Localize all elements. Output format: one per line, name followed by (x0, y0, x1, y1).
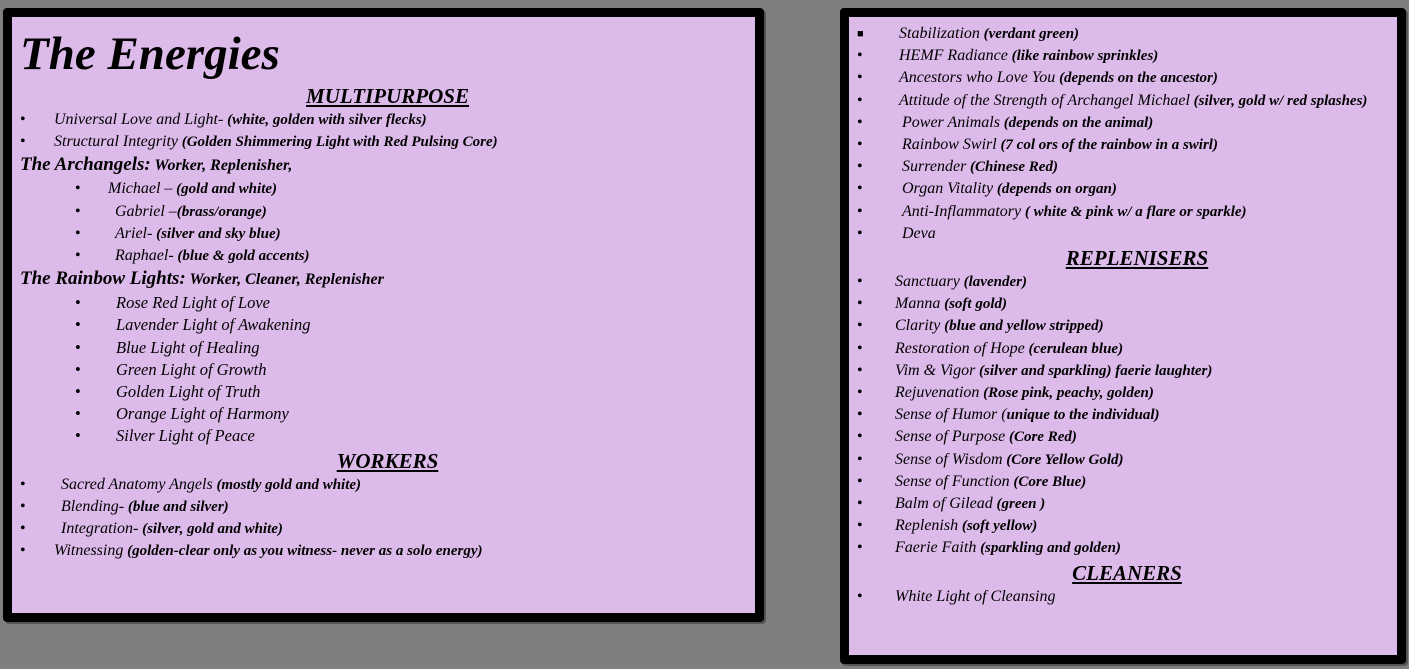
bullet-icon: • (75, 426, 81, 446)
list-item (857, 493, 1397, 515)
list-item (857, 45, 1397, 67)
energy-color: (soft yellow) (958, 518, 1038, 535)
energy-name: Restoration of Hope (895, 339, 1025, 357)
energy-name: Sense of Humor ( (895, 406, 1007, 424)
list-item (20, 245, 755, 267)
energy-color: (sparkling and golden) (976, 540, 1121, 557)
energy-color: (7 col ors of the rainbow in a swirl) (996, 137, 1218, 154)
energy-name: Organ Vitality (902, 180, 994, 198)
energy-color: (depends on organ) (993, 181, 1117, 198)
bullet-icon: • (857, 295, 863, 313)
energy-color: (Chinese Red) (966, 159, 1058, 176)
bullet-icon: • (20, 475, 26, 493)
energy-color: (Core Yellow Gold) (1002, 451, 1124, 468)
list-item (857, 537, 1397, 559)
light-name: Rose Red Light of Love (116, 293, 270, 313)
bullet-icon: • (857, 339, 863, 357)
energy-name: Manna (895, 295, 941, 313)
energy-name: Power Animals (902, 113, 1000, 131)
energy-color: (blue & gold accents) (173, 248, 310, 265)
energy-name: Ariel- (115, 224, 153, 242)
bullet-icon: • (857, 158, 863, 176)
archangels-roles: Worker, Replenisher, (150, 157, 293, 175)
list-item (857, 134, 1397, 156)
energy-name: Integration- (61, 520, 139, 538)
energy-color: (Core Red) (1005, 429, 1077, 446)
energy-name: Blending- (61, 497, 125, 515)
bullet-icon: • (75, 224, 81, 242)
bullet-icon: • (857, 273, 863, 291)
energy-color: (depends on the animal) (999, 114, 1154, 131)
workers-list (20, 474, 755, 563)
energy-name: Sacred Anatomy Angels (61, 475, 213, 493)
bullet-icon: • (857, 136, 863, 154)
bullet-icon: • (20, 111, 26, 128)
energy-name: Witnessing (54, 542, 124, 560)
bullet-icon: • (857, 113, 863, 131)
list-item (857, 178, 1397, 200)
continued-list (857, 23, 1397, 245)
list-item (857, 315, 1397, 337)
bullet-icon: • (857, 69, 863, 87)
multipurpose-list (20, 109, 755, 153)
bullet-icon: • (857, 587, 863, 605)
energy-name: Sense of Function (895, 472, 1010, 490)
energy-color: (depends on the ancestor) (1055, 70, 1218, 87)
energy-color: (blue and yellow stripped) (940, 318, 1104, 335)
multipurpose-heading: MULTIPURPOSE (306, 84, 469, 108)
energy-name: Sense of Purpose (895, 428, 1006, 446)
list-item (20, 359, 755, 381)
energy-name: Ancestors who Love You (899, 69, 1056, 87)
energy-color: (like rainbow sprinkles) (1007, 48, 1159, 65)
energy-name: Sense of Wisdom (895, 450, 1003, 468)
energy-name: Deva (902, 224, 936, 242)
light-name: Blue Light of Healing (116, 337, 260, 357)
list-item (20, 223, 755, 245)
light-name: Silver Light of Peace (116, 426, 255, 446)
cleaners-list (857, 586, 1397, 608)
energy-name: Sanctuary (895, 273, 960, 291)
list-item (857, 338, 1397, 360)
list-item (857, 471, 1397, 493)
list-item (20, 540, 755, 562)
rainbow-roles: Worker, Cleaner, Replenisher (185, 271, 384, 289)
list-item (857, 223, 1397, 245)
right-panel (840, 8, 1406, 664)
energy-color: (Rose pink, peachy, golden) (979, 385, 1154, 402)
archangels-heading: The Archangels: Worker, Replenisher, (20, 154, 293, 176)
left-panel (3, 8, 764, 622)
energy-color: (mostly gold and white) (212, 476, 362, 493)
energy-name: Gabriel – (115, 202, 177, 220)
energy-name: Attitude of the Strength of Archangel Michael (899, 91, 1190, 109)
bullet-icon: • (20, 497, 26, 515)
energy-color: (blue and silver) (124, 498, 229, 515)
energy-name: Balm of Gilead (895, 495, 993, 513)
energy-name: Faerie Faith (895, 539, 977, 557)
bullet-icon: • (857, 180, 863, 198)
bullet-icon: • (75, 202, 81, 220)
bullet-icon: • (857, 317, 863, 335)
list-item (857, 360, 1397, 382)
bullet-icon: • (857, 428, 863, 446)
energy-name: Rejuvenation (895, 384, 980, 402)
energy-name: Vim & Vigor (895, 361, 976, 379)
list-item (20, 201, 755, 223)
energy-name: HEMF Radiance (899, 47, 1008, 65)
list-item (20, 337, 755, 359)
energy-color: (silver and sparkling) faerie laughter) (975, 362, 1213, 379)
energy-color: (Core Blue) (1009, 473, 1087, 490)
light-name: Golden Light of Truth (116, 382, 261, 402)
energy-color: (lavender) (959, 274, 1027, 291)
workers-heading: WORKERS (336, 448, 439, 473)
energy-name: Stabilization (899, 25, 980, 42)
bullet-icon: • (20, 520, 26, 538)
list-item (20, 518, 755, 540)
light-name: Green Light of Growth (116, 359, 267, 379)
replenisers-list (857, 271, 1397, 560)
energy-name: Michael – (108, 180, 173, 198)
list-item (20, 381, 755, 403)
energy-color: (white, golden with silver flecks) (223, 112, 427, 128)
energy-name: Clarity (895, 317, 941, 335)
energy-name: Surrender (902, 158, 967, 176)
energy-name: Universal Love and Light- (54, 111, 224, 128)
bullet-icon: • (857, 472, 863, 490)
list-item (857, 112, 1397, 134)
energy-color: (silver, gold w/ red splashes) (1189, 92, 1368, 109)
list-item (857, 156, 1397, 178)
energy-color: (green ) (992, 496, 1046, 513)
energy-color: (silver and sky blue) (152, 225, 281, 242)
page-title: The Energies (20, 28, 280, 80)
bullet-icon: • (75, 293, 81, 313)
bullet-icon: • (857, 384, 863, 402)
energy-name: Raphael- (115, 247, 174, 265)
list-item (20, 496, 755, 518)
bullet-icon: • (857, 47, 863, 65)
light-name: Orange Light of Harmony (116, 404, 289, 424)
energy-name: Rainbow Swirl (902, 136, 997, 154)
cleaners-heading: CLEANERS (1072, 560, 1182, 585)
bullet-icon: • (75, 359, 81, 379)
energy-name: Anti-Inflammatory (902, 202, 1022, 220)
bullet-icon: • (75, 404, 81, 424)
list-item (20, 292, 755, 314)
bullet-icon: • (857, 202, 863, 220)
bullet-icon: • (20, 133, 26, 151)
bullet-icon: • (857, 224, 863, 242)
square-bullet-icon: ■ (857, 28, 864, 40)
list-item (20, 109, 755, 131)
list-item (857, 515, 1397, 537)
list-item (857, 404, 1397, 426)
energy-color: (soft gold) (940, 296, 1007, 313)
bullet-icon: • (75, 315, 81, 335)
list-item (857, 293, 1397, 315)
list-item (20, 178, 755, 200)
rainbow-list (20, 292, 755, 447)
bullet-icon: • (857, 539, 863, 557)
bullet-icon: • (75, 337, 81, 357)
bullet-icon: • (857, 517, 863, 535)
bullet-icon: • (857, 361, 863, 379)
energy-name: White Light of Cleansing (895, 587, 1056, 605)
list-item (857, 90, 1384, 112)
energy-color: ( white & pink w/ a flare or sparkle) (1021, 203, 1247, 220)
replenisers-heading: REPLENISERS (1065, 246, 1209, 271)
bullet-icon: • (857, 91, 863, 109)
energy-color: (gold and white) (172, 181, 278, 198)
bullet-icon: • (75, 382, 81, 402)
bullet-icon: • (857, 495, 863, 513)
bullet-icon: • (857, 450, 863, 468)
list-item (20, 131, 755, 153)
archangels-list (20, 178, 755, 267)
list-item (857, 23, 1397, 45)
rainbow-heading: The Rainbow Lights: Worker, Cleaner, Replenisher (20, 268, 384, 290)
energy-name: Replenish (895, 517, 959, 535)
list-item (857, 586, 1397, 608)
list-item (857, 426, 1397, 448)
list-item (857, 201, 1397, 223)
energy-color: unique to the individual) (1006, 407, 1160, 424)
bullet-icon: • (75, 247, 81, 265)
energy-color: (silver, gold and white) (138, 521, 283, 538)
list-item (857, 449, 1397, 471)
list-item (20, 474, 755, 496)
list-item (20, 425, 755, 447)
list-item (20, 314, 755, 336)
bullet-icon: • (857, 406, 863, 424)
bullet-icon: • (75, 180, 81, 198)
energy-color: (brass/orange) (176, 203, 267, 220)
list-item (20, 403, 755, 425)
list-item (857, 382, 1397, 404)
bullet-icon: • (20, 542, 26, 560)
energy-color: (cerulean blue) (1024, 340, 1124, 357)
energy-color: (Golden Shimmering Light with Red Pulsing Core) (177, 134, 498, 151)
energy-color: (golden-clear only as you witness- never as a solo energy) (123, 543, 483, 560)
light-name: Lavender Light of Awakening (116, 315, 311, 335)
energy-color: (verdant green) (979, 26, 1080, 42)
list-item (857, 67, 1397, 89)
energy-name: Structural Integrity (54, 133, 178, 151)
list-item (857, 271, 1397, 293)
